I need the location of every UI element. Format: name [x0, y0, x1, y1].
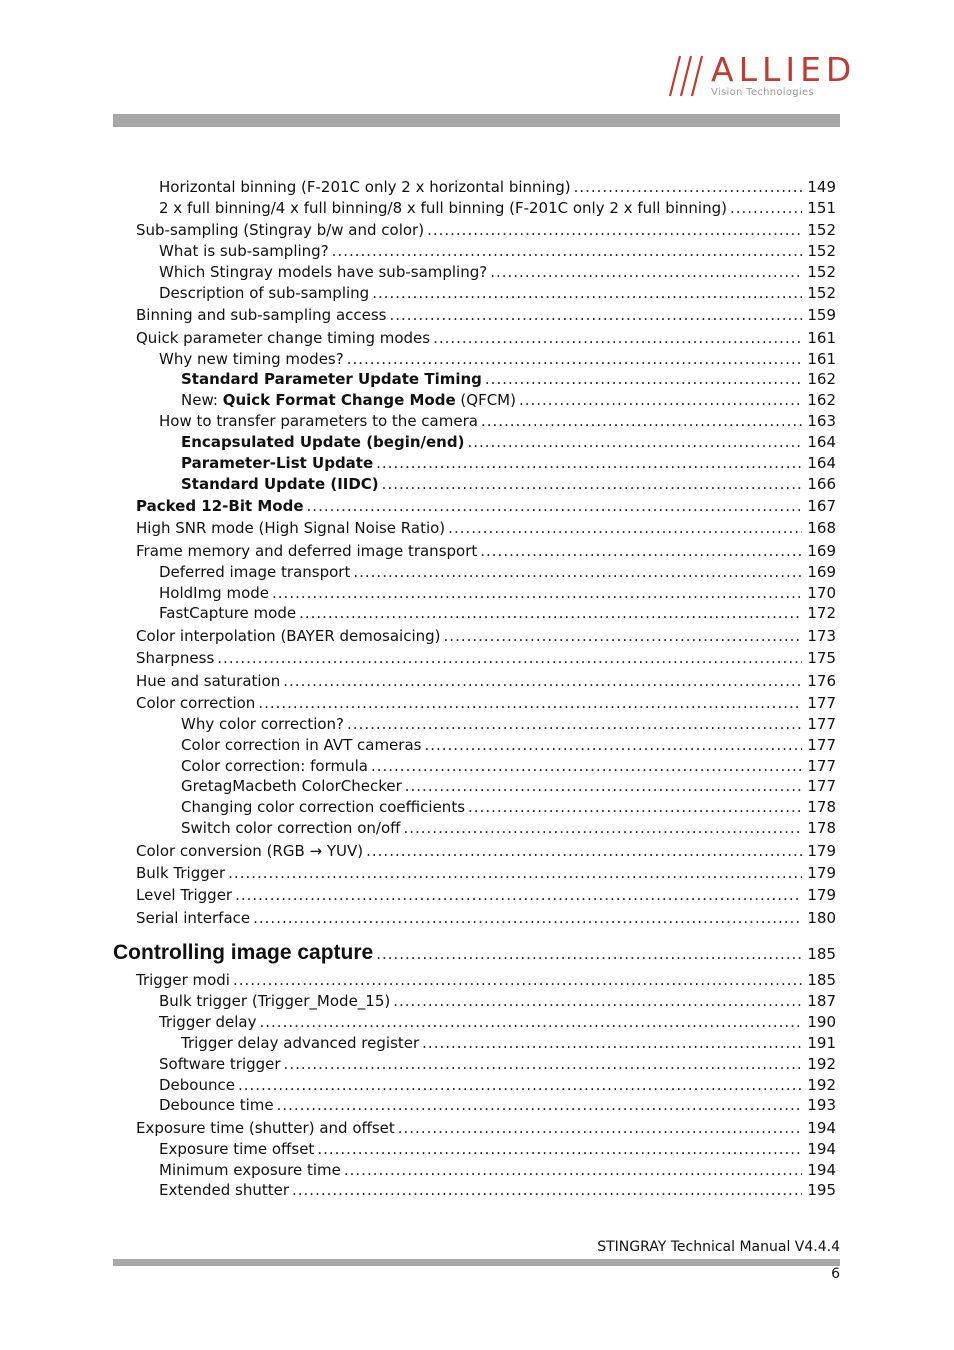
allied-logo [668, 50, 857, 102]
toc-entry-title-part: Why color correction? [181, 715, 345, 733]
toc-page-number: 159 [807, 306, 836, 324]
toc-entry-title [159, 583, 269, 603]
toc-entry[interactable] [159, 1075, 836, 1095]
dot-leader [485, 369, 802, 389]
toc-entry-title [159, 241, 329, 261]
toc-entry-title [136, 885, 232, 905]
dot-leader [277, 1095, 802, 1115]
toc-entry[interactable] [159, 1054, 836, 1074]
toc-entry-title [136, 541, 477, 561]
toc-entry-title [181, 797, 465, 817]
toc-entry-title-part: Deferred image transport [159, 563, 351, 581]
toc-page-number: 162 [807, 391, 836, 409]
toc-entry[interactable] [136, 1118, 836, 1138]
toc-entry[interactable] [181, 432, 836, 452]
toc-entry-title [181, 714, 344, 734]
toc-entry-title [113, 940, 373, 966]
toc-entry-title-part: Description of sub-sampling [159, 284, 370, 302]
footer-bar [113, 1259, 840, 1266]
toc-entry[interactable] [159, 603, 836, 623]
toc-page-number: 177 [807, 715, 836, 733]
toc-entry-title [181, 776, 402, 796]
toc-entry-title [159, 1095, 274, 1115]
dot-leader [393, 991, 802, 1011]
toc-entry[interactable] [136, 328, 836, 348]
toc-entry-title [136, 518, 445, 538]
toc-entry[interactable] [159, 1095, 836, 1115]
toc-entry-title [136, 220, 424, 240]
toc-entry-title [159, 198, 727, 218]
toc-entry-title-part: Standard Parameter Update Timing [181, 370, 482, 388]
toc-entry-title [181, 369, 482, 389]
dot-leader [730, 198, 802, 218]
dot-leader [376, 453, 802, 473]
toc-page-number: 169 [807, 563, 836, 581]
toc-entry-title [136, 626, 441, 646]
toc-entry-title [136, 496, 304, 516]
toc-entry-title-part: FastCapture mode [159, 604, 297, 622]
dot-leader [347, 714, 802, 734]
toc-entry-title [159, 1180, 289, 1200]
toc-entry-title [136, 970, 230, 990]
toc-page-number: 175 [807, 649, 836, 667]
toc-entry[interactable] [159, 349, 836, 369]
toc-entry[interactable] [136, 841, 836, 861]
toc-entry-title-part: Trigger delay advanced register [181, 1034, 420, 1052]
toc-page-number: 178 [807, 798, 836, 816]
toc-entry-title-part: High SNR mode (High Signal Noise Ratio) [136, 519, 446, 537]
toc-page-number: 177 [807, 694, 836, 712]
toc-entry-title [159, 562, 350, 582]
toc-entry-title [159, 283, 369, 303]
toc-entry-title-part: Encapsulated Update (begin/end) [181, 433, 465, 451]
toc-entry[interactable] [159, 583, 836, 603]
toc-entry-title-part: Frame memory and deferred image transport [136, 542, 478, 560]
toc-page-number: 149 [807, 178, 836, 196]
toc-page-number: 169 [807, 542, 836, 560]
dot-leader [283, 671, 802, 691]
toc-entry-title [159, 603, 296, 623]
dot-leader [284, 1054, 802, 1074]
toc-page-number: 166 [807, 475, 836, 493]
toc-page-number: 179 [807, 886, 836, 904]
toc-page-number: 187 [807, 992, 836, 1010]
toc-page-number: 151 [807, 199, 836, 217]
toc-entry[interactable] [181, 453, 836, 473]
toc-entry[interactable] [159, 262, 836, 282]
dot-leader [344, 1160, 802, 1180]
toc-page-number: 152 [807, 242, 836, 260]
toc-entry[interactable] [181, 1033, 836, 1053]
dot-leader [376, 941, 802, 967]
toc-page-number: 179 [807, 864, 836, 882]
toc-page-number: 192 [807, 1076, 836, 1094]
toc-entry-title [136, 841, 363, 861]
toc-entry[interactable] [181, 776, 836, 796]
toc-entry-title [136, 648, 214, 668]
toc-entry-title [136, 693, 255, 713]
toc-page-number: 173 [807, 627, 836, 645]
dot-leader [444, 626, 802, 646]
toc-entry-title [136, 908, 250, 928]
toc-entry-title-part: Switch color correction on/off [181, 819, 401, 837]
toc-page-number: 185 [807, 945, 836, 963]
toc-entry[interactable] [136, 496, 836, 516]
toc-entry-title-part: Bulk Trigger [136, 864, 226, 882]
toc-entry-title-part: Color interpolation (BAYER demosaicing) [136, 627, 441, 645]
toc-entry-title [136, 1118, 395, 1138]
dot-leader [403, 818, 802, 838]
toc-entry[interactable] [159, 1160, 836, 1180]
toc-entry-title [159, 1054, 281, 1074]
toc-entry-title [181, 1033, 419, 1053]
toc-entry-title-part: Color correction: formula [181, 757, 368, 775]
toc-entry[interactable] [181, 714, 836, 734]
toc-entry-title-part: Binning and sub-sampling access [136, 306, 387, 324]
toc-entry-title-part: Debounce time [159, 1096, 274, 1114]
toc-entry-title-part: Horizontal binning (F-201C only 2 x horizontal binning) [159, 178, 571, 196]
header-bar [113, 114, 840, 127]
toc-entry[interactable] [136, 970, 836, 990]
toc-entry-title [136, 305, 387, 325]
dot-leader [490, 262, 802, 282]
toc-entry[interactable] [159, 411, 836, 431]
toc-entry-title [159, 262, 487, 282]
toc-entry[interactable] [159, 1012, 836, 1032]
toc-page-number: 152 [807, 284, 836, 302]
toc-entry-title-part: Debounce [159, 1076, 235, 1094]
toc-entry-title [159, 991, 390, 1011]
toc-entry-title-part: Quick Format Change Mode [222, 391, 456, 409]
toc-entry[interactable] [136, 908, 836, 928]
dot-leader [272, 583, 802, 603]
toc-entry-title-part: HoldImg mode [159, 584, 270, 602]
toc-entry-title [181, 453, 373, 473]
toc-page-number: 185 [807, 971, 836, 989]
toc-entry-title-part: How to transfer parameters to the camera [159, 412, 478, 430]
logo-slashes-icon [668, 52, 710, 98]
toc-entry-title [159, 1012, 257, 1032]
toc-entry-title-part: Changing color correction coefficients [181, 798, 466, 816]
toc-entry[interactable] [159, 198, 836, 218]
toc-entry[interactable] [159, 1180, 836, 1200]
toc-entry[interactable] [136, 885, 836, 905]
toc-entry-title-part: Exposure time offset [159, 1140, 315, 1158]
toc-entry-title-part: New: [181, 391, 223, 409]
dot-leader [307, 496, 802, 516]
toc-entry-title-part: Trigger modi [136, 971, 230, 989]
toc-entry-title [159, 1075, 235, 1095]
toc-entry-title [181, 474, 379, 494]
logo-subtitle: Vision Technologies [711, 87, 814, 98]
toc-entry-title [181, 756, 368, 776]
dot-leader [448, 518, 802, 538]
toc-entry-title-part: Color conversion (RGB → YUV) [136, 842, 364, 860]
dot-leader [238, 1075, 802, 1095]
toc-page-number: 164 [807, 454, 836, 472]
toc-entry[interactable] [136, 305, 836, 325]
toc-page-number: 168 [807, 519, 836, 537]
toc-entry[interactable] [181, 735, 836, 755]
dot-leader [228, 863, 802, 883]
toc-page-number: 163 [807, 412, 836, 430]
toc-entry[interactable] [136, 648, 836, 668]
toc-entry-title [136, 671, 280, 691]
dot-leader [233, 970, 802, 990]
toc-entry[interactable] [136, 693, 836, 713]
toc-page-number: 164 [807, 433, 836, 451]
toc-entry-title [181, 390, 516, 410]
dot-leader [332, 241, 802, 261]
toc-page-number: 152 [807, 263, 836, 281]
toc-page-number: 161 [807, 350, 836, 368]
toc-entry[interactable] [136, 626, 836, 646]
dot-leader [371, 756, 802, 776]
dot-leader [398, 1118, 802, 1138]
toc-entry[interactable] [159, 177, 836, 197]
dot-leader [253, 908, 802, 928]
toc-entry-title [181, 818, 400, 838]
toc-entry-title [136, 328, 430, 348]
toc-entry[interactable] [181, 797, 836, 817]
toc-entry-title-part: Extended shutter [159, 1181, 289, 1199]
dot-leader [258, 693, 802, 713]
toc-entry[interactable] [159, 562, 836, 582]
toc-chapter-heading[interactable] [113, 940, 836, 966]
toc-page-number: 177 [807, 777, 836, 795]
toc-entry-title [159, 1139, 314, 1159]
toc-page-number: 191 [807, 1034, 836, 1052]
toc-entry-title-part: Sub-sampling (Stingray b/w and color) [136, 221, 425, 239]
toc-entry-title-part: Which Stingray models have sub-sampling? [159, 263, 488, 281]
toc-page-number: 170 [807, 584, 836, 602]
toc-page-number: 162 [807, 370, 836, 388]
toc-entry-title-part: Color correction in AVT cameras [181, 736, 422, 754]
toc-entry[interactable] [181, 369, 836, 389]
dot-leader [260, 1012, 803, 1032]
toc-entry[interactable] [136, 220, 836, 240]
dot-leader [390, 305, 803, 325]
toc-entry[interactable] [181, 756, 836, 776]
dot-leader [422, 1033, 802, 1053]
toc-page-number: 176 [807, 672, 836, 690]
toc-entry-title-part: Level Trigger [136, 886, 233, 904]
toc-entry-title-part: Why new timing modes? [159, 350, 344, 368]
dot-leader [467, 432, 802, 452]
toc-page-number: 190 [807, 1013, 836, 1031]
toc-entry-title-part: Controlling image capture [113, 941, 374, 964]
toc-entry-title-part: Minimum exposure time [159, 1161, 341, 1179]
dot-leader [424, 735, 802, 755]
toc-page-number: 194 [807, 1140, 836, 1158]
toc-entry-title [181, 735, 421, 755]
toc-entry-title-part: Packed 12-Bit Mode [136, 497, 304, 515]
toc-entry[interactable] [136, 863, 836, 883]
toc-entry[interactable] [159, 241, 836, 261]
toc-entry-title-part: Quick parameter change timing modes [136, 329, 431, 347]
dot-leader [372, 283, 802, 303]
toc-entry-title [159, 177, 571, 197]
toc-page-number: 194 [807, 1119, 836, 1137]
toc-entry-title-part: GretagMacbeth ColorChecker [181, 777, 402, 795]
toc-entry[interactable] [159, 283, 836, 303]
toc-entry-title [136, 863, 225, 883]
dot-leader [353, 562, 802, 582]
dot-leader [468, 797, 802, 817]
toc-entry[interactable] [181, 474, 836, 494]
toc-entry-title [159, 1160, 341, 1180]
dot-leader [217, 648, 802, 668]
toc-page-number: 193 [807, 1096, 836, 1114]
toc-entry-title-part: (QFCM) [455, 391, 516, 409]
toc-entry[interactable] [136, 671, 836, 691]
toc-entry-title-part: Parameter-List Update [181, 454, 374, 472]
dot-leader [574, 177, 802, 197]
toc-page-number: 178 [807, 819, 836, 837]
toc-entry[interactable] [159, 1139, 836, 1159]
toc-page-number: 167 [807, 497, 836, 515]
toc-entry-title-part: Software trigger [159, 1055, 281, 1073]
toc-entry-title-part: Trigger delay [159, 1013, 257, 1031]
dot-leader [481, 411, 802, 431]
dot-leader [405, 776, 802, 796]
toc-page-number: 177 [807, 736, 836, 754]
toc-page-number: 177 [807, 757, 836, 775]
toc-entry-title-part: Sharpness [136, 649, 215, 667]
toc-entry-title-part: Exposure time (shutter) and offset [136, 1119, 395, 1137]
toc-entry-title-part: Hue and saturation [136, 672, 281, 690]
toc-entry[interactable] [136, 518, 836, 538]
toc-page-number: 195 [807, 1181, 836, 1199]
toc-entry-title-part: 2 x full binning/4 x full binning/8 x full binning (F-201C only 2 x full binning) [159, 199, 727, 217]
dot-leader [427, 220, 802, 240]
dot-leader [347, 349, 802, 369]
toc-entry[interactable] [136, 541, 836, 561]
toc-page-number: 179 [807, 842, 836, 860]
toc-entry[interactable] [159, 991, 836, 1011]
toc-entry-title-part: Bulk trigger (Trigger_Mode_15) [159, 992, 391, 1010]
toc-page-number: 194 [807, 1161, 836, 1179]
toc-entry-title [181, 432, 464, 452]
toc-entry-title-part: What is sub-sampling? [159, 242, 329, 260]
toc-page-number: 192 [807, 1055, 836, 1073]
toc-entry-title-part: Standard Update (IIDC) [181, 475, 379, 493]
toc-page-number: 180 [807, 909, 836, 927]
toc-entry[interactable] [181, 818, 836, 838]
logo-wordmark: ALLIED [711, 50, 857, 89]
page-number: 6 [831, 1266, 840, 1282]
dot-leader [292, 1180, 802, 1200]
dot-leader [299, 603, 802, 623]
dot-leader [433, 328, 802, 348]
toc-page-number: 172 [807, 604, 836, 622]
dot-leader [519, 390, 802, 410]
dot-leader [366, 841, 802, 861]
toc-page-number: 161 [807, 329, 836, 347]
dot-leader [317, 1139, 802, 1159]
dot-leader [382, 474, 802, 494]
footer-title: STINGRAY Technical Manual V4.4.4 [597, 1239, 840, 1255]
dot-leader [480, 541, 802, 561]
toc-page-number: 152 [807, 221, 836, 239]
toc-entry-title-part: Serial interface [136, 909, 251, 927]
toc-entry-title [159, 349, 344, 369]
toc-entry[interactable] [181, 390, 836, 410]
toc-entry-title-part: Color correction [136, 694, 256, 712]
toc-entry-title [159, 411, 478, 431]
dot-leader [235, 885, 802, 905]
